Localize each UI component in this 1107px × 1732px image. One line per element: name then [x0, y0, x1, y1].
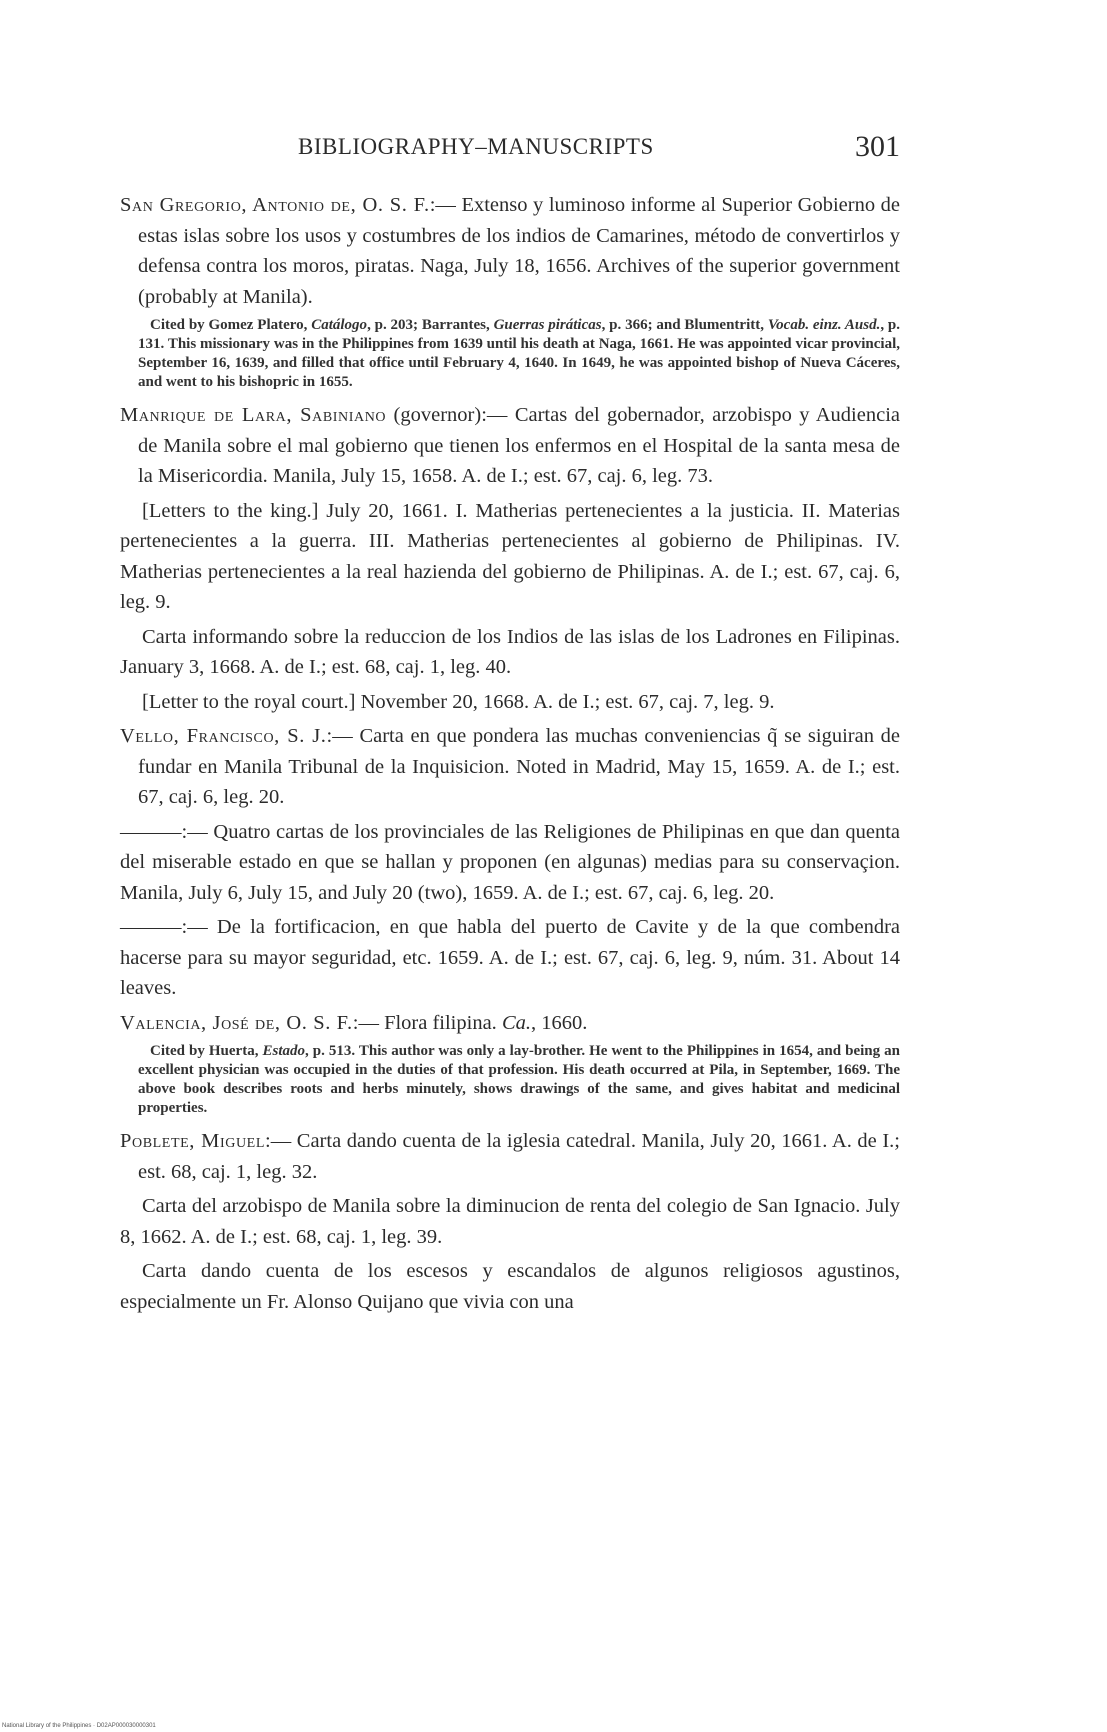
- ditto-entry: ———:— Quatro cartas de los provinciales de las Religiones de Philipinas en que dan quenta del miserable estado en que se hallan y proponen (en algunas) medias para su conservaçion. Manila, July 6, July 15, and July 20 (two), 1659. A. de I.; est. 67, caj. 6, leg. 20.: [120, 820, 900, 904]
- note-text: , p. 513. This author was only a lay-brother. He went to the Philippines in 1654, and being an excellent physician was occupied in the duties of that profession. His death occurred at Pila, in September, 1669. The above book describes roots and herbs minutely, shows drawings of the same, and gives habitat and medicinal properties.: [138, 1043, 900, 1116]
- entry-text: :— Flora filipina.: [352, 1011, 502, 1034]
- entry-author: Poblete, Miguel: [120, 1130, 265, 1152]
- note-text: , p. 203; Barrantes,: [367, 317, 494, 333]
- entry-text: :— Carta dando cuenta de la iglesia catedral. Manila, July 20, 1661. A. de I.; est. 68, caj. 1, leg. 32.: [138, 1130, 901, 1183]
- page-body: [120, 190, 900, 1321]
- entry-text: , 1660.: [531, 1011, 588, 1034]
- running-head: BIBLIOGRAPHY–MANUSCRIPTS: [298, 134, 654, 159]
- entry-paragraph: Carta informando sobre la reduccion de los Indios de las islas de los Ladrones en Filipinas. January 3, 1668. A. de I.; est. 68, caj. 1, leg. 40.: [120, 625, 900, 678]
- note-title: Guerras piráticas: [493, 317, 602, 333]
- note-title: Catálogo: [311, 317, 368, 333]
- note-text: Cited by Gomez Platero,: [150, 317, 312, 333]
- entry-paragraph: [Letter to the royal court.] November 20, 1668. A. de I.; est. 67, caj. 7, leg. 9.: [142, 690, 775, 713]
- page-header: [120, 130, 900, 166]
- entry-paragraph: Carta dando cuenta de los escesos y escandalos de algunos religiosos agustinos, especialmente un Fr. Alonso Quijano que vivia con una: [120, 1260, 900, 1313]
- note-text: Cited by Huerta,: [150, 1043, 263, 1059]
- entry-paragraph: Carta del arzobispo de Manila sobre la diminucion de renta del colegio de San Ignacio. July 8, 1662. A. de I.; est. 68, caj. 1, leg. 39.: [120, 1195, 900, 1248]
- note-title: Estado: [262, 1043, 306, 1059]
- note-title: Vocab. einz. Ausd.: [767, 317, 881, 333]
- entry-text: :— Carta en que pondera las muchas conveniencias q̃ se siguiran de fundar en Manila Tribunal de la Inquisicion. Noted in Madrid, May 15, 1659. A. de I.; est. 67, caj. 6, leg. 20.: [138, 725, 900, 808]
- bibliography-entry: [120, 721, 900, 813]
- entry-author: Valencia, José de, O. S. F.: [120, 1011, 353, 1034]
- note-text: , p. 131. This missionary was in the Philippines from 1639 until his death at Naga, 1661. He was appointed vicar provincial, September 16, 1639, and filled that office until February 4, 1640. In 1649, he was appointed bishop of Nueva Cáceres, and went to his bishopric in 1655.: [138, 317, 901, 390]
- entry-text: (governor):— Cartas del gobernador, arzobispo y Audiencia de Manila sobre el mal gobierno que tienen los enfermos en el Hospital de la santa mesa de la Misericordia. Manila, July 15, 1658. A. de I.; est. 67, caj. 6, leg. 73.: [138, 404, 900, 487]
- ditto-entry: ———:— De la fortificacion, en que habla del puerto de Cavite y de la que combendra hacerse para su mayor seguridad, etc. 1659. A. de I.; est. 67, caj. 6, leg. 9, núm. 31. About 14 leaves.: [120, 916, 900, 999]
- entry-text-italic: Ca.: [501, 1011, 531, 1034]
- entry-author: Vello, Francisco, S. J.: [120, 725, 327, 747]
- entry-author: Manrique de Lara, Sabiniano: [120, 404, 387, 426]
- bibliography-entry: [120, 1008, 900, 1039]
- entry-paragraph: [Letters to the king.] July 20, 1661. I. Matherias pertenecientes a la justicia. II. Materias pertenecientes a la guerra. III. Matherias pertenecientes al gobierno de Philipinas. IV. Matherias pertenecientes a la real hazienda del gobierno de Philipinas. A. de I.; est. 67, caj. 6, leg. 9.: [120, 499, 900, 613]
- entry-author: San Gregorio, Antonio de, O. S. F.: [120, 194, 430, 216]
- scan-footer: National Library of the Philippines · D02AP000030000301: [2, 1723, 156, 1729]
- note-text: , p. 366; and Blumentritt,: [601, 317, 768, 333]
- entry-note: [120, 1042, 900, 1118]
- bibliography-entry: [120, 1126, 900, 1187]
- bibliography-entry: [120, 190, 900, 312]
- bibliography-entry: [120, 400, 900, 492]
- entry-note: [120, 316, 900, 392]
- page-number: 301: [855, 130, 900, 163]
- entry-text: :— Extenso y luminoso informe al Superior Gobierno de estas islas sobre los usos y costumbres de los indios de Camarines, método de convertirlos y defensa contra los moros, piratas. Naga, July 18, 1656. Archives of the superior government (probably at Manila).: [138, 194, 900, 308]
